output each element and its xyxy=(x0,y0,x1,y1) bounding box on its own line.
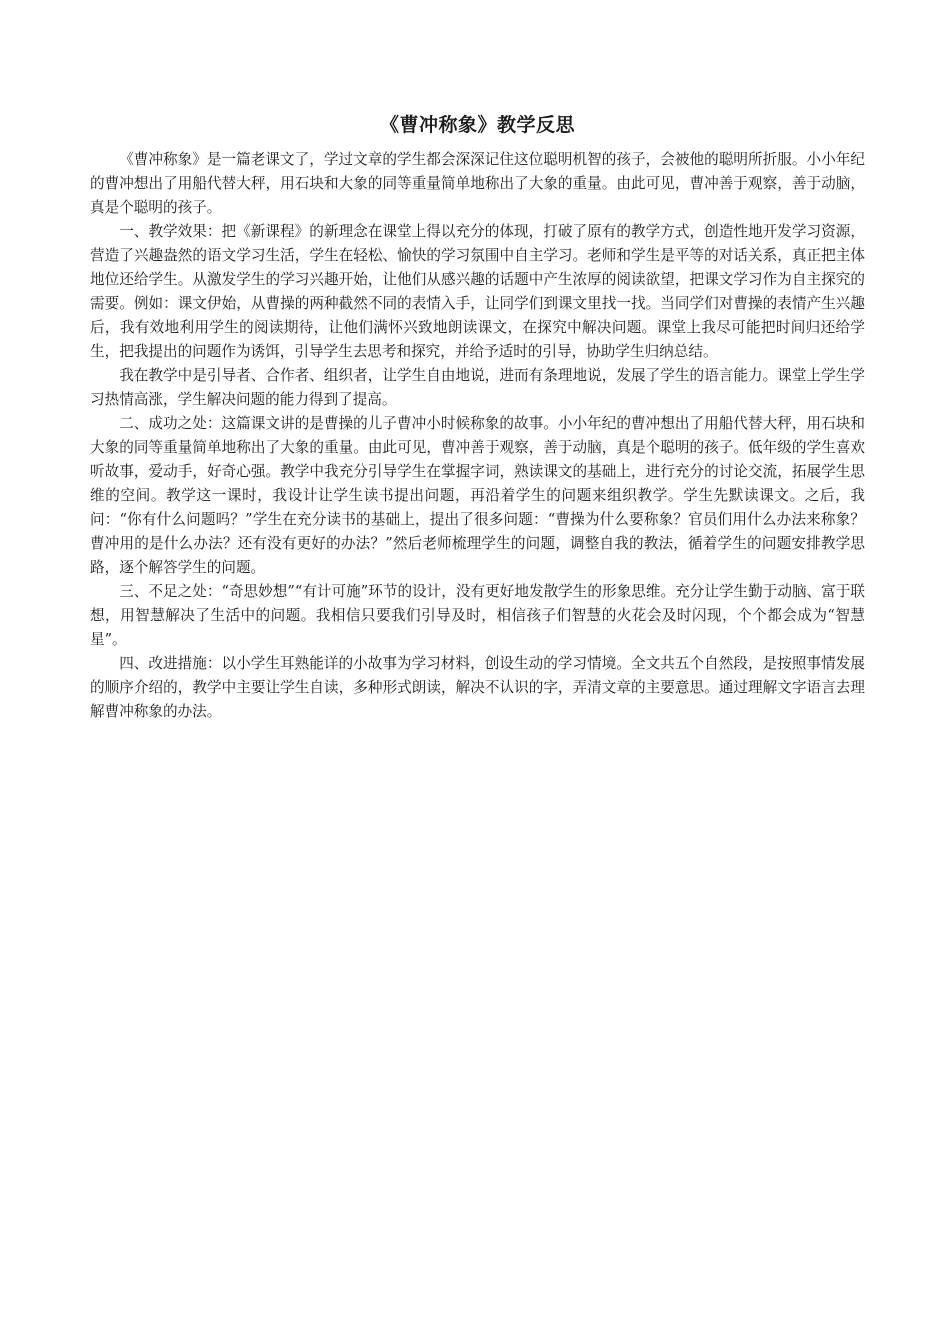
paragraph-teaching-effect: 一、教学效果：把《新课程》的新理念在课堂上得以充分的体现，打破了原有的教学方式，创造性地开发学习资源，营造了兴趣盎然的语文学习生活，学生在轻松、愉快的学习氛围中自主学习。老师和学生是平等的对话关系，真正把主体地位还给学生。从激发学生的学习兴趣开始，让他们从感兴趣的话题中产生浓厚的阅读欲望，把课文学习作为自主探究的需要。例如：课文伊始，从曹操的两种截然不同的表情入手，让同学们到课文里找一找。当同学们对曹操的表情产生兴趣后，我有效地利用学生的阅读期待，让他们满怀兴致地朗读课文，在探究中解决问题。课堂上我尽可能把时间归还给学生，把我提出的问题作为诱饵，引导学生去思考和探究，并给予适时的引导，协助学生归纳总结。 xyxy=(90,223,865,360)
paragraph-improvements: 四、改进措施：以小学生耳熟能详的小故事为学习材料，创设生动的学习情境。全文共五个自然段，是按照事情发展的顺序介绍的，教学中主要让学生自读，多种形式朗读，解决不认识的字，弄清文章的主要意思。通过理解文字语言去理解曹冲称象的办法。 xyxy=(90,655,865,720)
paragraph-teacher-role: 我在教学中是引导者、合作者、组织者，让学生自由地说，进而有条理地说，发展了学生的语言能力。课堂上学生学习热情高涨，学生解决问题的能力得到了提高。 xyxy=(90,367,865,408)
document-page xyxy=(90,110,865,724)
paragraph-intro: 《曹冲称象》是一篇老课文了，学过文章的学生都会深深记住这位聪明机智的孩子，会被他的聪明所折服。小小年纪的曹冲想出了用船代替大秤，用石块和大象的同等重量简单地称出了大象的重量。由此可见，曹冲善于观察，善于动脑，真是个聪明的孩子。 xyxy=(90,151,865,216)
paragraph-successes: 二、成功之处：这篇课文讲的是曹操的儿子曹冲小时候称象的故事。小小年纪的曹冲想出了用船代替大秤，用石块和大象的同等重量简单地称出了大象的重量。由此可见，曹冲善于观察，善于动脑，真是个聪明的孩子。低年级的学生喜欢听故事，爱动手，好奇心强。教学中我充分引导学生在掌握字词，熟读课文的基础上，进行充分的讨论交流，拓展学生思维的空间。教学这一课时，我设计让学生读书提出问题，再沿着学生的问题来组织教学。学生先默读课文。之后，我问：“你有什么问题吗？”学生在充分读书的基础上，提出了很多问题：“曹操为什么要称象？官员们用什么办法来称象？曹冲用的是什么办法？还有没有更好的办法？”然后老师梳理学生的问题，调整自我的教法，循着学生的问题安排教学思路，逐个解答学生的问题。 xyxy=(90,415,865,576)
paragraph-shortcomings: 三、不足之处：“奇思妙想”“有计可施”环节的设计，没有更好地发散学生的形象思维。充分让学生勤于动脑、富于联想，用智慧解决了生活中的问题。我相信只要我们引导及时，相信孩子们智慧的火花会及时闪现，个个都会成为“智慧星”。 xyxy=(90,583,865,648)
document-title: 《曹冲称象》教学反思 xyxy=(379,114,575,136)
